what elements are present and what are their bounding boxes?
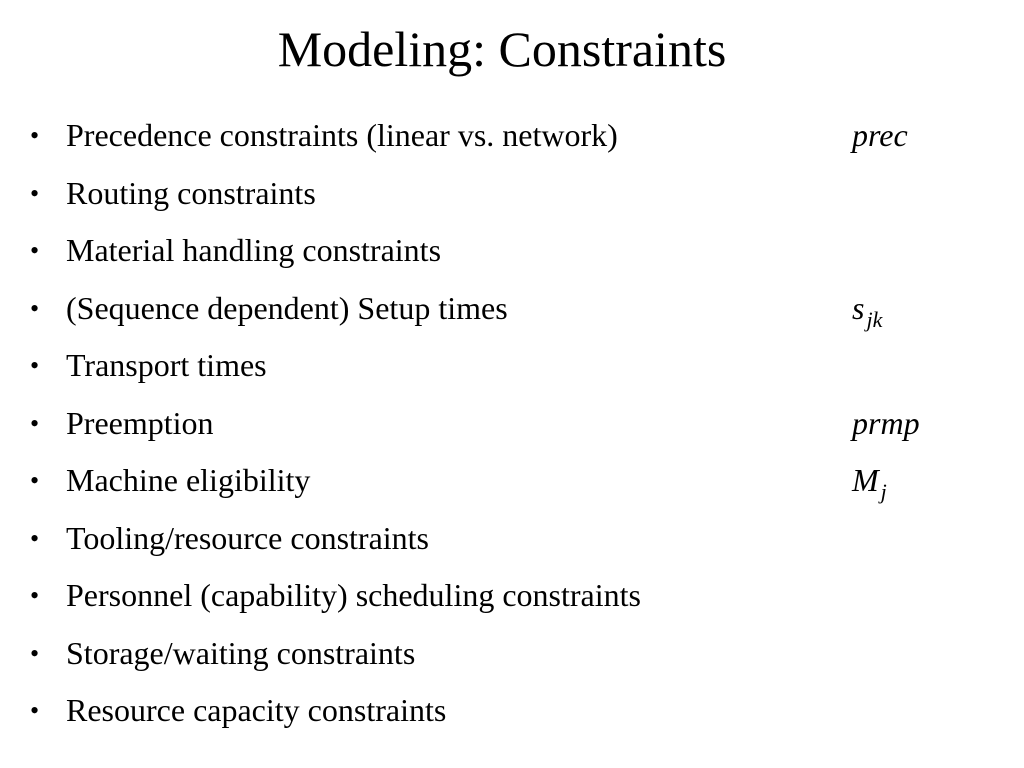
notation-symbol: prec: [852, 117, 908, 153]
bullet-item-setup-times: [0, 280, 1024, 338]
bullet-icon: •: [30, 638, 40, 668]
bullet-icon: •: [30, 581, 40, 610]
bullet-notation: [852, 280, 882, 341]
bullet-text: Tooling/resource constraints: [66, 519, 429, 556]
bullet-icon: •: [30, 408, 40, 438]
notation-subscript: j: [880, 479, 887, 504]
bullet-text: Resource capacity constraints: [66, 692, 447, 728]
bullet-item-personnel: [0, 567, 1024, 625]
bullet-list: [0, 107, 1024, 740]
bullet-text: (Sequence dependent) Setup times: [66, 289, 508, 326]
bullet-text: Storage/waiting constraints: [66, 634, 416, 671]
bullet-icon: •: [30, 466, 40, 495]
bullet-notation: [852, 682, 854, 743]
bullet-notation: [852, 337, 854, 398]
bullet-icon: •: [30, 293, 40, 323]
bullet-item-tooling: [0, 510, 1024, 568]
bullet-item-resource-capacity: [0, 682, 1024, 740]
bullet-icon: •: [30, 236, 40, 265]
bullet-item-machine-eligibility: [0, 452, 1024, 510]
bullet-item-preemption: [0, 395, 1024, 453]
bullet-notation: [852, 625, 854, 686]
bullet-notation: [852, 567, 854, 628]
notation-subscript: jk: [866, 306, 883, 332]
bullet-item-transport-times: [0, 337, 1024, 395]
bullet-item-material-handling: [0, 222, 1024, 280]
bullet-text: Personnel (capability) scheduling constraints: [66, 577, 641, 613]
notation-symbol: M: [852, 462, 879, 498]
bullet-text: Preemption: [66, 404, 214, 441]
notation-symbol: prmp: [852, 404, 920, 441]
bullet-item-precedence: [0, 107, 1024, 165]
bullet-notation: [852, 165, 854, 226]
bullet-icon: •: [30, 121, 40, 150]
bullet-notation: [852, 222, 854, 283]
bullet-icon: •: [30, 523, 40, 553]
slide-title: Modeling: Constraints: [277, 21, 727, 77]
bullet-icon: •: [30, 696, 40, 725]
bullet-notation: [852, 395, 922, 456]
bullet-notation: [852, 107, 910, 168]
bullet-text: Routing constraints: [66, 174, 316, 211]
bullet-text: Precedence constraints (linear vs. network): [66, 117, 618, 153]
bullet-item-storage: [0, 625, 1024, 683]
notation-symbol: s: [852, 289, 865, 326]
bullet-icon: •: [30, 178, 40, 208]
bullet-notation: [852, 510, 854, 571]
bullet-notation: [852, 452, 887, 513]
bullet-text: Machine eligibility: [66, 462, 311, 498]
bullet-icon: •: [30, 351, 40, 380]
bullet-item-routing: [0, 165, 1024, 223]
bullet-text: Transport times: [66, 347, 267, 383]
bullet-text: Material handling constraints: [66, 232, 442, 268]
